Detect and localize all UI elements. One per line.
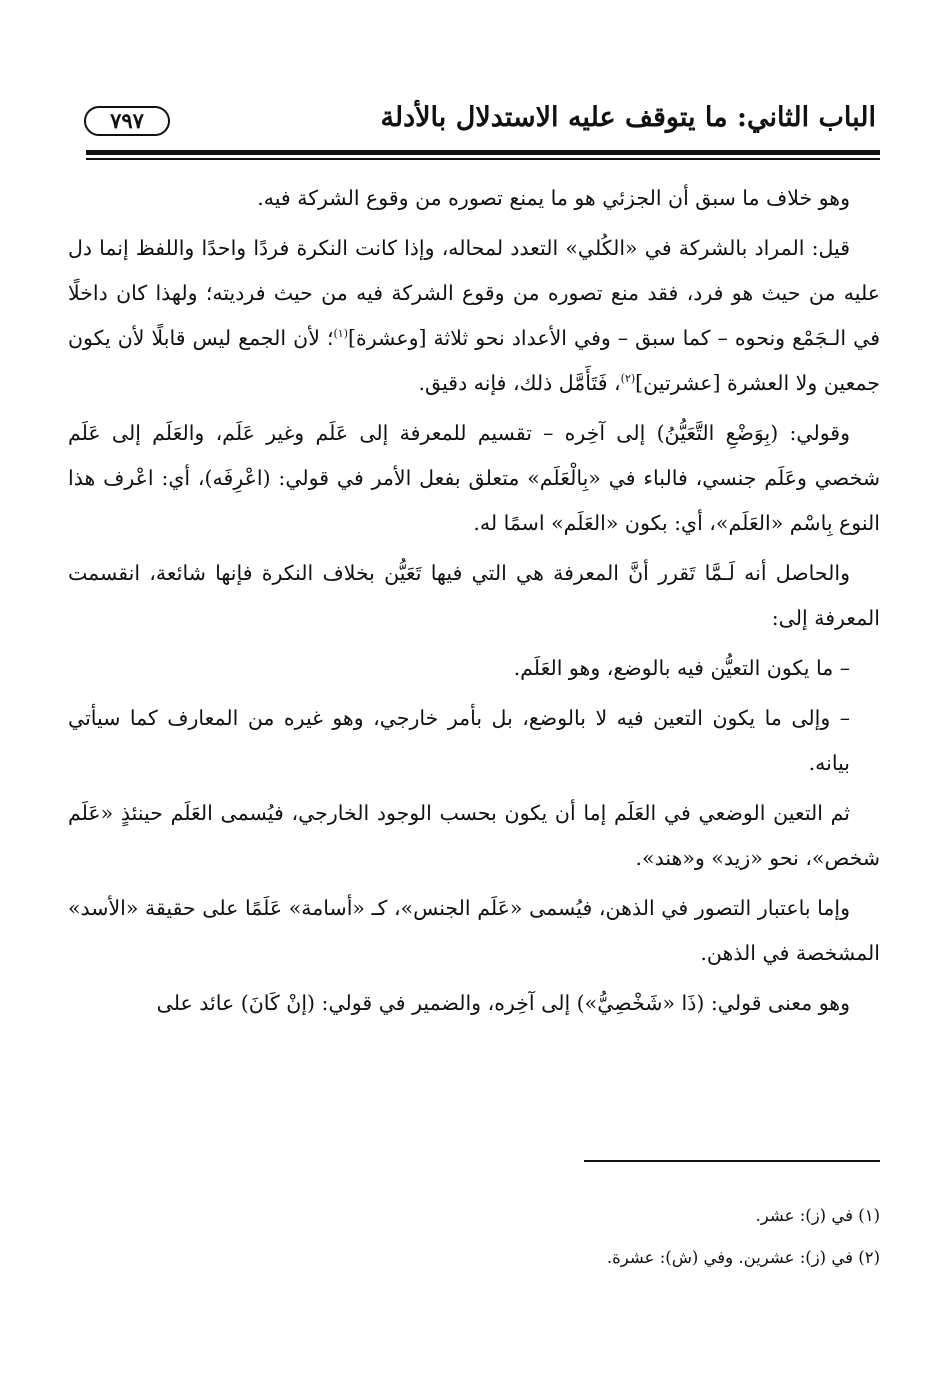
header-rule-thin	[86, 158, 880, 160]
header-rule-thick	[86, 150, 880, 155]
paragraph	[68, 226, 880, 406]
main-text	[68, 176, 880, 1031]
footnote: (١) في (ز): عشر.	[755, 1206, 880, 1225]
footnote-ref: (٢)	[620, 372, 636, 386]
paragraph-text: قيل: المراد بالشركة في «الكُلي» التعدد لمحاله، وإذا كانت النكرة فردًا واحدًا واللفظ إنما دل عليه من حيث هو فرد، فقد منع تصوره من وقوع الشركة فيه من حيث فرديته؛ ولهذا كان داخلًا في الـجَمْع ونحوه – كما سبق – وفي الأعداد نحو ثلاثة [وعشرة]	[68, 236, 880, 350]
paragraph: وهو خلاف ما سبق أن الجزئي هو ما يمنع تصوره من وقوع الشركة فيه.	[257, 186, 850, 210]
paragraph: وقولي: (بِوَضْعِ التَّعَيُّنُ) إلى آخِره – تقسيم للمعرفة إلى عَلَم وغير عَلَم، والعَلَم إلى عَلَم شخصي وعَلَم جنسي، فالباء في «بِالْعَلَم» متعلق بفعل الأمر في قولي: (اعْرِفَه)، أي: اعْرف هذا النوع بِاسْم «العَلَم»، أي: بكون «العَلَم» اسمًا له.	[68, 421, 880, 535]
list-item: – وإلى ما يكون التعين فيه لا بالوضع، بل بأمر خارجي، وهو غيره من المعارف كما سيأتي بيانه.	[68, 706, 850, 775]
page-header	[68, 88, 880, 152]
footnote: (٢) في (ز): عشرين. وفي (ش): عشرة.	[606, 1248, 880, 1267]
paragraph-text: ؛ لأن الجمع ليس قابلًا لأن يكون جمعين ولا العشرة [عشرتين]	[68, 326, 880, 395]
running-title: الباب الثاني: ما يتوقف عليه الاستدلال بالأدلة	[380, 102, 876, 133]
footnote-ref: (١)	[333, 327, 348, 341]
footnotes	[68, 1195, 880, 1279]
paragraph: والحاصل أنه لَـمَّا تَقرر أنَّ المعرفة هي التي فيها تَعَيُّن بخلاف النكرة فإنها شائعة، انقسمت المعرفة إلى:	[68, 561, 880, 630]
footnote-separator	[584, 1160, 880, 1162]
paragraph: وإما باعتبار التصور في الذهن، فيُسمى «عَلَم الجنس»، كـ «أسامة» عَلَمًا على حقيقة «الأسد» المشخصة في الذهن.	[68, 896, 880, 965]
paragraph-text: ، فَتَأَمَّل ذلك، فإنه دقيق.	[418, 371, 621, 395]
paragraph: ثم التعين الوضعي في العَلَم إما أن يكون بحسب الوجود الخارجي، فيُسمى العَلَم حينئذٍ «عَلَم شخص»، نحو «زيد» و«هند».	[68, 801, 880, 870]
list-item: – ما يكون التعيُّن فيه بالوضع، وهو العَلَم.	[513, 656, 850, 680]
paragraph: وهو معنى قولي: (ذَا «شَخْصِيُّ») إلى آخِره، والضمير في قولي: (إنْ كَانَ) عائد على	[156, 991, 850, 1015]
page-number-badge: ٧٩٧	[84, 106, 170, 136]
